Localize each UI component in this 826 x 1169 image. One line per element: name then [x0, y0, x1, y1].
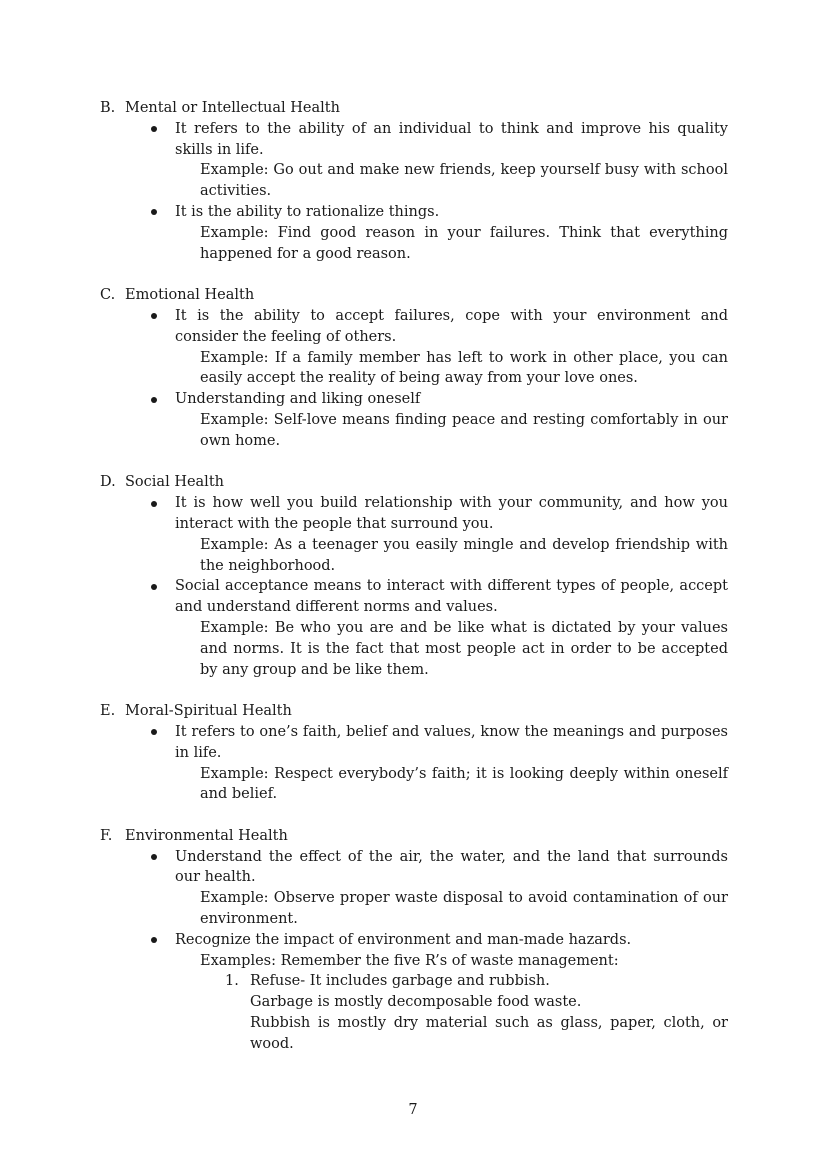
section-letter: C. — [100, 287, 116, 304]
section-letter: E. — [100, 703, 116, 720]
section-heading — [100, 826, 728, 847]
section-title: Environmental Health — [125, 827, 288, 844]
section-title: Moral-Spiritual Health — [125, 703, 292, 720]
section-environmental-health — [100, 826, 728, 1055]
numbered-item-line: Refuse- It includes garbage and rubbish. — [250, 973, 550, 990]
numbered-item-text — [250, 971, 728, 1054]
page-content — [100, 98, 728, 1075]
example-text: Example: Find good reason in your failures. Think that everything happened for a good reason. — [200, 224, 728, 262]
section-emotional-health — [100, 285, 728, 451]
bullet-item: Understand the effect of the air, the water, and the land that surrounds our health. — [175, 847, 728, 889]
section-social-health — [100, 472, 728, 680]
example-text: Example: Respect everybody’s faith; it is looking deeply within oneself and belief. — [200, 765, 728, 803]
page-number: 7 — [408, 1102, 418, 1118]
example-text: Example: Self-love means finding peace and resting comfortably in our own home. — [200, 411, 728, 449]
section-title: Mental or Intellectual Health — [125, 100, 340, 116]
bullet-item: It is how well you build relationship with your community, and how you interact with the people that surround you. — [175, 493, 728, 535]
bullet-item: It refers to the ability of an individual to think and improve his quality skills in life. — [175, 119, 728, 161]
section-heading — [100, 701, 728, 722]
bullet-item: Social acceptance means to interact with different types of people, accept and understand different norms and values. — [175, 576, 728, 618]
bullet-item: It refers to one’s faith, belief and values, know the meanings and purposes in life. — [175, 722, 728, 764]
section-moral-spiritual-health — [100, 701, 728, 805]
example-text: Example: As a teenager you easily mingle and develop friendship with the neighborhood. — [200, 536, 728, 574]
numbered-item-line: Rubbish is mostly dry material such as glass, paper, cloth, or wood. — [250, 1015, 728, 1052]
example-text: Examples: Remember the five R’s of waste management: — [200, 952, 619, 969]
section-letter: B. — [100, 100, 116, 116]
section-heading — [100, 98, 728, 119]
example-text: Example: Observe proper waste disposal to avoid contamination of our environment. — [200, 890, 728, 928]
numbered-list-item — [225, 971, 728, 1054]
section-title: Social Health — [125, 474, 224, 491]
example-text: Example: If a family member has left to work in other place, you can easily accept the reality of being away from your love ones. — [200, 349, 728, 387]
list-number: 1. — [225, 973, 239, 990]
example-text: Example: Go out and make new friends, keep yourself busy with school activities. — [200, 162, 728, 200]
section-heading — [100, 285, 728, 306]
section-heading — [100, 472, 728, 493]
example-text: Example: Be who you are and be like what is dictated by your values and norms. It is the fact that most people act in order to be accepted by any group and be like them. — [200, 619, 728, 678]
section-title: Emotional Health — [125, 287, 255, 304]
numbered-item-line: Garbage is mostly decomposable food waste. — [250, 994, 582, 1011]
bullet-item: Recognize the impact of environment and man-made hazards. — [175, 930, 728, 951]
section-mental-health — [100, 98, 728, 264]
section-letter: D. — [100, 474, 116, 491]
bullet-item: It is the ability to rationalize things. — [175, 202, 728, 223]
bullet-item: Understanding and liking oneself — [175, 389, 728, 410]
section-letter: F. — [100, 827, 113, 844]
bullet-item: It is the ability to accept failures, cope with your environment and consider the feeling of others. — [175, 306, 728, 348]
